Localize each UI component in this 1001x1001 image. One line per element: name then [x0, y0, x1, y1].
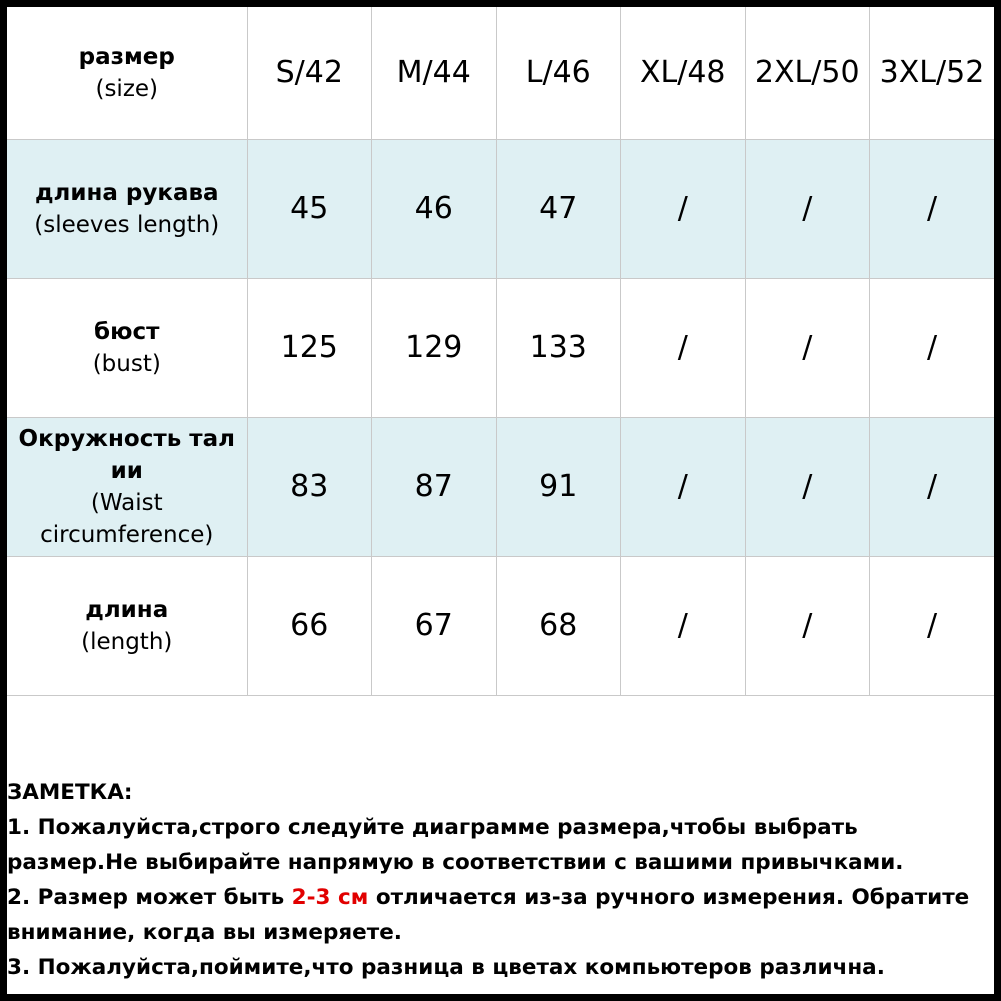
note-2-text-before: 2. Размер может быть	[7, 885, 292, 910]
value-cell: /	[621, 278, 746, 417]
row-bust	[7, 278, 994, 417]
value-cell: /	[745, 417, 870, 556]
value-cell: /	[870, 139, 995, 278]
row-label-ru: длина рукава	[34, 179, 219, 206]
value-cell: /	[745, 278, 870, 417]
value-cell: /	[745, 139, 870, 278]
row-label-cell	[7, 556, 247, 695]
value-cell: 83	[247, 417, 372, 556]
header-label-cell	[7, 7, 247, 139]
size-header-cell: L/46	[496, 7, 621, 139]
row-label-ru: бюст	[94, 318, 160, 345]
note-2-highlight: 2-3 см	[291, 885, 369, 910]
value-cell: 129	[372, 278, 497, 417]
value-cell: /	[870, 278, 995, 417]
note-2	[7, 880, 994, 950]
row-label-cell	[7, 278, 247, 417]
row-label-en: (bust)	[92, 350, 161, 377]
row-length	[7, 556, 994, 695]
value-cell: /	[745, 556, 870, 695]
header-row	[7, 7, 994, 139]
row-label-en: (sleeves length)	[34, 211, 220, 238]
value-cell: 67	[372, 556, 497, 695]
size-header-cell: M/44	[372, 7, 497, 139]
row-label-ru: Окружность тал ии	[18, 425, 235, 484]
row-label-ru: длина	[85, 596, 169, 623]
size-header-cell: 3XL/52	[870, 7, 995, 139]
value-cell: 91	[496, 417, 621, 556]
header-label-en: (size)	[95, 75, 159, 102]
value-cell: /	[621, 556, 746, 695]
size-header-cell: S/42	[247, 7, 372, 139]
row-label-cell	[7, 139, 247, 278]
value-cell: /	[870, 556, 995, 695]
notes-title: ЗАМЕТКА:	[7, 780, 133, 805]
size-header-cell: XL/48	[621, 7, 746, 139]
value-cell: 47	[496, 139, 621, 278]
value-cell: /	[621, 417, 746, 556]
notes-section	[7, 775, 994, 985]
value-cell: 68	[496, 556, 621, 695]
note-1: 1. Пожалуйста,строго следуйте диаграмме размера,чтобы выбрать размер.Не выбирайте напрямую в соответствии с вашими привычками.	[7, 815, 904, 875]
row-label-cell	[7, 417, 247, 556]
value-cell: 133	[496, 278, 621, 417]
value-cell: 46	[372, 139, 497, 278]
row-label-en: (Waist circumference)	[40, 489, 214, 548]
size-header-cell: 2XL/50	[745, 7, 870, 139]
note-2-text-after: отличается из-за ручного измерения. Обратите внимание, когда вы измеряете.	[7, 885, 970, 945]
value-cell: 45	[247, 139, 372, 278]
header-label-ru: размер	[78, 43, 175, 70]
value-cell: 66	[247, 556, 372, 695]
value-cell: 125	[247, 278, 372, 417]
value-cell: /	[621, 139, 746, 278]
row-label-en: (length)	[81, 628, 173, 655]
value-cell: 87	[372, 417, 497, 556]
size-chart-table	[7, 7, 994, 696]
value-cell: /	[870, 417, 995, 556]
note-3: 3. Пожалуйста,поймите,что разница в цветах компьютеров различна.	[7, 955, 885, 980]
row-waist-circumference	[7, 417, 994, 556]
row-sleeves-length	[7, 139, 994, 278]
